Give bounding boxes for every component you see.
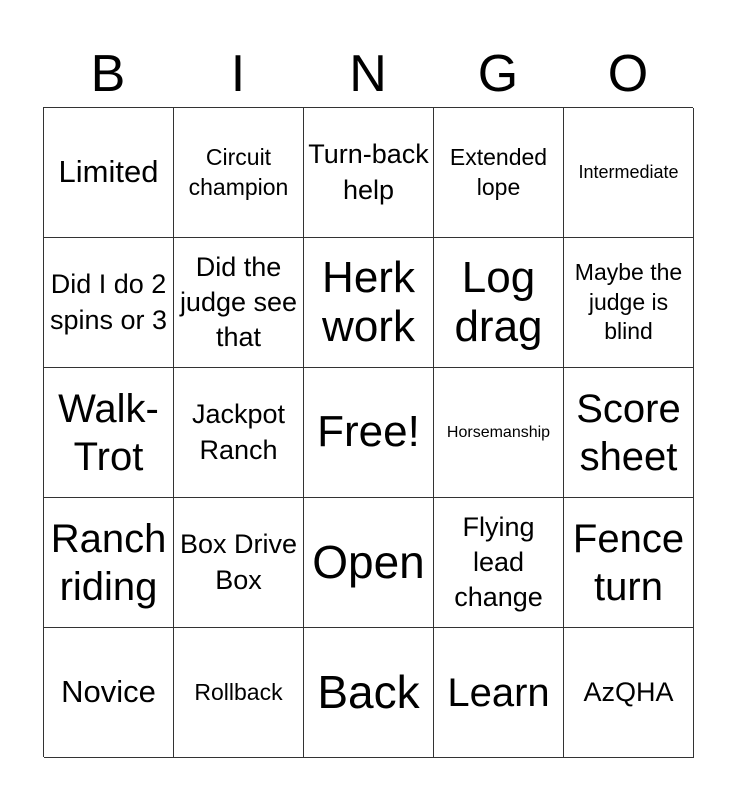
cell-label: Box Drive Box — [179, 529, 298, 595]
cell-label: Rollback — [194, 678, 283, 705]
bingo-board — [43, 107, 693, 757]
cell-label: Intermediate — [578, 162, 679, 183]
cell-label: Did I do 2 spins or 3 — [49, 269, 168, 335]
cell-label: Circuit champion — [188, 143, 289, 200]
bingo-cell-r2-c2[interactable] — [174, 238, 304, 368]
bingo-cell-r4-c2[interactable] — [174, 498, 304, 628]
bingo-cell-r5-c5[interactable] — [564, 628, 694, 758]
bingo-cell-r2-c1[interactable] — [44, 238, 174, 368]
bingo-cell-r3-c4[interactable] — [434, 368, 564, 498]
bingo-cell-r3-c1[interactable] — [44, 368, 174, 498]
bingo-cell-r1-c4[interactable] — [434, 108, 564, 238]
bingo-cell-r5-c3[interactable] — [304, 628, 434, 758]
cell-label: Extended lope — [449, 143, 548, 200]
cell-label: Walk-Trot — [58, 386, 159, 479]
cell-label: Horsemanship — [446, 423, 551, 441]
cell-label: Limited — [58, 154, 159, 190]
bingo-cell-r3-c5[interactable] — [564, 368, 694, 498]
cell-label: Did the judge see that — [179, 251, 298, 353]
cell-label: Open — [312, 536, 425, 589]
cell-label: Jackpot Ranch — [191, 399, 286, 465]
bingo-cell-r4-c5[interactable] — [564, 498, 694, 628]
header-letter-g: G — [477, 45, 519, 103]
cell-label: Back — [317, 666, 420, 719]
header-letter-o: O — [607, 45, 649, 103]
bingo-cell-r2-c4[interactable] — [434, 238, 564, 368]
cell-label: Herk work — [322, 253, 415, 351]
bingo-cell-r5-c2[interactable] — [174, 628, 304, 758]
header-letter-n: N — [349, 45, 387, 103]
bingo-cell-r1-c5[interactable] — [564, 108, 694, 238]
cell-label: AzQHA — [583, 676, 674, 707]
cell-label: Ranch riding — [50, 516, 167, 609]
bingo-cell-r1-c3[interactable] — [304, 108, 434, 238]
free-space-label: Free! — [317, 407, 420, 457]
bingo-cell-r4-c3[interactable] — [304, 498, 434, 628]
cell-label: Log drag — [454, 253, 543, 351]
bingo-cell-r2-c5[interactable] — [564, 238, 694, 368]
cell-label: Learn — [447, 670, 550, 715]
cell-label: Turn-back help — [308, 139, 429, 205]
cell-label: Novice — [61, 674, 156, 710]
cell-label: Flying lead change — [454, 511, 543, 613]
bingo-cell-r2-c3[interactable] — [304, 238, 434, 368]
bingo-cell-r3-c2[interactable] — [174, 368, 304, 498]
cell-label: Fence turn — [572, 516, 685, 609]
bingo-cell-r1-c1[interactable] — [44, 108, 174, 238]
header-letter-i: I — [230, 45, 246, 103]
bingo-cell-r4-c4[interactable] — [434, 498, 564, 628]
bingo-cell-r3-c3-free[interactable] — [304, 368, 434, 498]
bingo-cell-r1-c2[interactable] — [174, 108, 304, 238]
bingo-cell-r4-c1[interactable] — [44, 498, 174, 628]
bingo-header — [43, 40, 693, 108]
cell-label: Maybe the judge is blind — [574, 258, 683, 345]
header-letter-b: B — [90, 45, 126, 103]
bingo-cell-r5-c1[interactable] — [44, 628, 174, 758]
cell-label: Score sheet — [576, 386, 681, 479]
bingo-cell-r5-c4[interactable] — [434, 628, 564, 758]
